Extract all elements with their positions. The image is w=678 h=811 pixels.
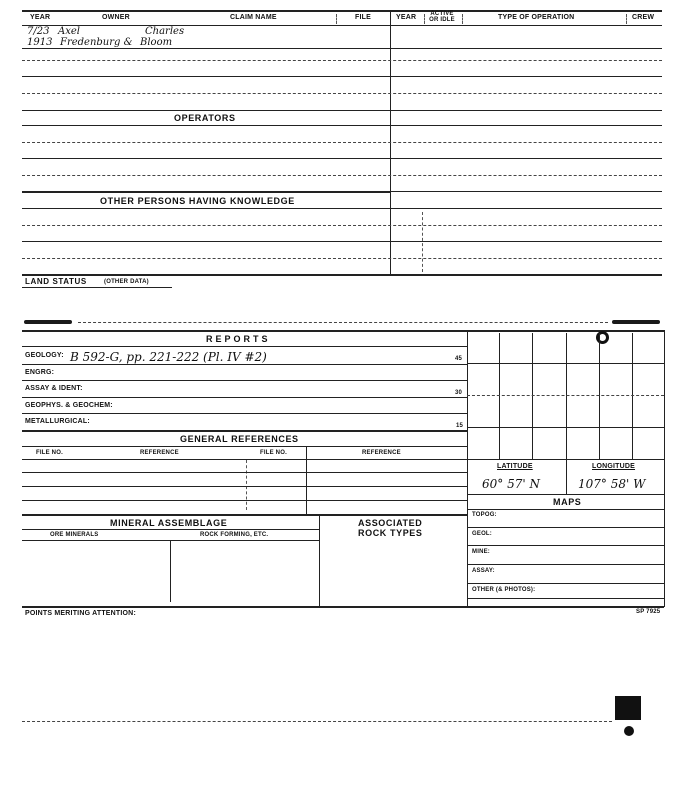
operators-heading: OPERATORS bbox=[174, 113, 236, 123]
latitude-value: 60° 57' N bbox=[482, 477, 540, 491]
smudge-right bbox=[612, 320, 660, 324]
ref-col-reference-2: REFERENCE bbox=[362, 450, 401, 456]
registration-dot bbox=[624, 726, 634, 736]
header-crew: CREW bbox=[632, 14, 655, 21]
header-year: YEAR bbox=[30, 14, 51, 21]
report-geophys-label: GEOPHYS. & GEOCHEM: bbox=[25, 402, 113, 409]
form-number: SP 7925 bbox=[636, 609, 661, 615]
associated-rock-1: ASSOCIATED bbox=[358, 518, 423, 528]
header-rule bbox=[22, 25, 662, 26]
punch-hole-icon bbox=[596, 331, 609, 344]
mineral-assemblage-title: MINERAL ASSEMBLAGE bbox=[110, 518, 228, 528]
associated-rock-2: ROCK TYPES bbox=[358, 528, 423, 538]
map-geol-label: GEOL: bbox=[472, 531, 492, 537]
longitude-label: LONGITUDE bbox=[592, 463, 636, 470]
smudge-left bbox=[24, 320, 72, 324]
other-persons-heading: OTHER PERSONS HAVING KNOWLEDGE bbox=[100, 196, 295, 206]
owner-entry-year-2: 1913 bbox=[27, 37, 53, 48]
report-margin-45: 45 bbox=[455, 356, 463, 362]
map-topog-label: TOPOG: bbox=[472, 512, 497, 518]
top-rule bbox=[22, 10, 662, 12]
header-active-or-idle: ACTIVE OR IDLE bbox=[429, 11, 455, 23]
owner-entry-name-2: Fredenburg & bbox=[60, 37, 133, 48]
map-other-label: OTHER (& PHOTOS): bbox=[472, 587, 536, 593]
header-year-2: YEAR bbox=[396, 14, 417, 21]
report-geology-label: GEOLOGY: bbox=[25, 352, 64, 359]
header-claim-name: CLAIM NAME bbox=[230, 14, 277, 21]
reports-title: REPORTS bbox=[206, 334, 271, 344]
points-meriting-attention: POINTS MERITING ATTENTION: bbox=[25, 610, 136, 617]
ref-col-file-no-2: FILE NO. bbox=[260, 450, 287, 456]
report-margin-15: 15 bbox=[456, 423, 464, 429]
general-references-title: GENERAL REFERENCES bbox=[180, 434, 299, 444]
report-geology-value: B 592-G, pp. 221-222 (Pl. IV #2) bbox=[70, 350, 267, 364]
ref-col-file-no: FILE NO. bbox=[36, 450, 63, 456]
header-file: FILE bbox=[355, 14, 371, 21]
owner-entry-year-1: 7/23 bbox=[27, 26, 50, 37]
ore-minerals-label: ORE MINERALS bbox=[50, 532, 99, 538]
ref-col-reference: REFERENCE bbox=[140, 450, 179, 456]
land-status-sub: (OTHER DATA) bbox=[104, 279, 149, 285]
owner-entry-name-1: Axel bbox=[58, 26, 80, 37]
latitude-label: LATITUDE bbox=[497, 463, 533, 470]
maps-title: MAPS bbox=[553, 497, 582, 507]
report-metallurgical-label: METALLURGICAL: bbox=[25, 418, 90, 425]
rock-forming-label: ROCK FORMING, ETC. bbox=[200, 532, 269, 538]
reports-right-divider bbox=[467, 330, 468, 607]
registration-block bbox=[615, 696, 641, 720]
owner-entry-name-3: Charles bbox=[145, 26, 185, 37]
header-type-of-operation: TYPE OF OPERATION bbox=[498, 14, 575, 21]
map-assay-label: ASSAY: bbox=[472, 568, 495, 574]
map-mine-label: MINE: bbox=[472, 549, 490, 555]
report-engrg-label: ENGRG: bbox=[25, 369, 55, 376]
report-assay-label: ASSAY & IDENT: bbox=[25, 385, 83, 392]
land-status-label: LAND STATUS bbox=[25, 277, 87, 286]
report-margin-30: 30 bbox=[455, 390, 463, 396]
owner-entry-name-4: Bloom bbox=[140, 37, 173, 48]
longitude-value: 107° 58' W bbox=[578, 477, 646, 491]
header-owner: OWNER bbox=[102, 14, 130, 21]
